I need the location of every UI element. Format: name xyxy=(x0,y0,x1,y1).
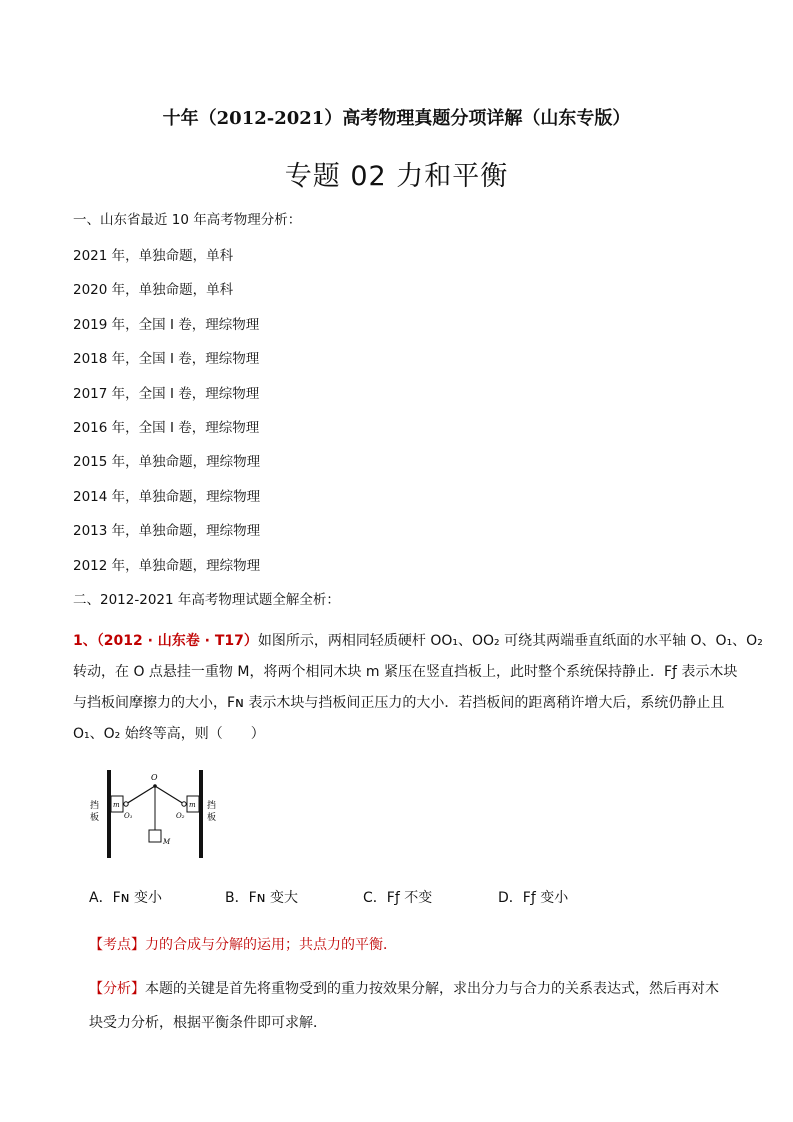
right-board-label: 挡 xyxy=(207,801,217,811)
svg-text:m: m xyxy=(113,801,120,809)
year-item: 2012 年，单独命题，理综物理 xyxy=(73,558,261,574)
year-item: 2020 年，单独命题，单科 xyxy=(73,282,234,298)
kaodian-line xyxy=(89,934,397,954)
kaodian-text: 力的合成与分解的运用；共点力的平衡． xyxy=(145,937,397,953)
svg-text:m: m xyxy=(189,801,196,809)
year-item: 2021 年，单独命题，单科 xyxy=(73,248,234,264)
year-item: 2019 年，全国 I 卷，理综物理 xyxy=(73,317,260,333)
fenxi-line: 【分析】本题的关键是首先将重物受到的重力按效果分解，求出分力与合力的关系表达式，然后再对木 xyxy=(89,981,719,997)
section-1-heading: 一、山东省最近 10 年高考物理分析： xyxy=(73,212,302,228)
svg-text:O: O xyxy=(151,773,158,782)
question-figure xyxy=(86,768,222,862)
pivot-o2 xyxy=(182,802,186,806)
year-item: 2016 年，全国 I 卷，理综物理 xyxy=(73,420,260,436)
question-line: 转动，在 O 点悬挂一重物 M，将两个相同木块 m 紧压在竖直挡板上，此时整个系统保持静止．Fƒ 表示木块 xyxy=(73,664,738,680)
year-item: 2018 年，全国 I 卷，理综物理 xyxy=(73,351,260,367)
kaodian-tag: 【考点】 xyxy=(89,937,145,953)
document-title: 十年（2012-2021）高考物理真题分项详解（山东专版） xyxy=(162,108,631,129)
option-c: C．Fƒ 不变 xyxy=(363,890,433,906)
question-line: O₁、O₂ 始终等高，则（ ） xyxy=(73,726,265,742)
left-board xyxy=(107,770,111,858)
option-d: D．Fƒ 变小 xyxy=(498,890,569,906)
question-number: 1、（2012 · 山东卷 · T17） xyxy=(73,633,258,649)
option-a: A．Fɴ 变小 xyxy=(89,890,162,906)
svg-text:板: 板 xyxy=(90,813,100,823)
left-board-label: 挡 xyxy=(90,801,100,811)
question-line: 1、（2012 · 山东卷 · T17）如图所示，两相同轻质硬杆 OO₁、OO₂ 可绕其两端垂直纸面的水平轴 O、O₁、O₂ xyxy=(73,633,763,649)
year-item: 2014 年，单独命题，理综物理 xyxy=(73,489,261,505)
pivot-o1 xyxy=(124,802,128,806)
right-board xyxy=(199,770,203,858)
svg-text:板: 板 xyxy=(207,813,217,823)
option-b: B．Fɴ 变大 xyxy=(225,890,298,906)
year-item: 2013 年，单独命题，理综物理 xyxy=(73,523,261,539)
fenxi-tag: 【分析】 xyxy=(89,981,145,997)
svg-text:O₁: O₁ xyxy=(124,812,133,820)
svg-text:O₂: O₂ xyxy=(176,812,185,820)
rod-left xyxy=(126,786,155,804)
weight-m xyxy=(149,830,161,842)
year-item: 2015 年，单独命题，理综物理 xyxy=(73,454,261,470)
svg-text:M: M xyxy=(163,838,171,846)
topic-title: 专题 02 力和平衡 xyxy=(284,161,509,192)
year-item: 2017 年，全国 I 卷，理综物理 xyxy=(73,386,260,402)
fenxi-line-2: 块受力分析，根据平衡条件即可求解． xyxy=(89,1015,327,1031)
question-line: 与挡板间摩擦力的大小，Fɴ 表示木块与挡板间正压力的大小．若挡板间的距离稍许增大后，系统仍静止且 xyxy=(73,695,725,711)
rod-right xyxy=(155,786,184,804)
section-2-heading: 二、2012-2021 年高考物理试题全解全析： xyxy=(73,592,340,608)
